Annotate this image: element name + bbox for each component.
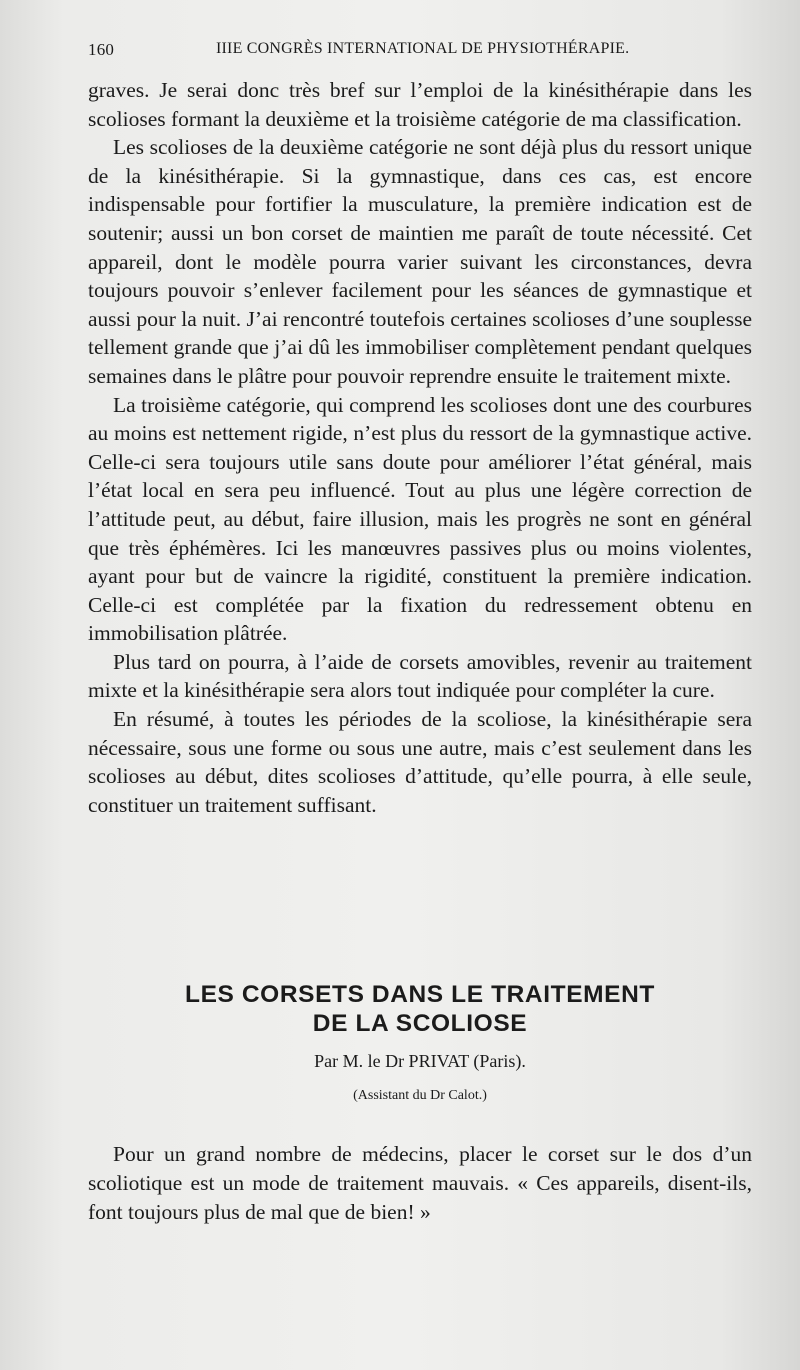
article-affiliation: (Assistant du Dr Calot.) bbox=[353, 1088, 487, 1103]
article-title bbox=[88, 980, 752, 1038]
body-paragraph-1: graves. Je serai donc très bref sur l’emploi de la kinésithérapie dans les scolioses formant la deuxième et la troisième catégorie de ma classification. bbox=[88, 78, 752, 131]
body-paragraph-5: En résumé, à toutes les périodes de la scoliose, la kinésithérapie sera nécessaire, sous une forme ou sous une autre, mais c’est seulement dans les scolioses au début, dites scolioses d’attitude, qu’elle pourra, à elle seule, constituer un traitement suffisant. bbox=[88, 707, 752, 817]
previous-article-body bbox=[88, 76, 752, 819]
running-head: IIIE CONGRÈS INTERNATIONAL DE PHYSIOTHÉRAPIE. bbox=[216, 40, 630, 57]
article-title-line-1: LES CORSETS DANS LE TRAITEMENT bbox=[185, 981, 655, 1008]
article-byline: Par M. le Dr PRIVAT (Paris). bbox=[314, 1051, 526, 1071]
new-article-body bbox=[88, 1140, 752, 1227]
body-paragraph-3: La troisième catégorie, qui comprend les scolioses dont une des courbures au moins est nettement rigide, n’est plus du ressort de la gymnastique active. Celle-ci sera toujours utile sans doute pour améliorer l’état général, mais l’état local en sera peu influencé. Tout au plus une légère correction de l’attitude peut, au début, faire illusion, mais les progrès ne sont en général que très éphémères. Ici les manœuvres passives plus ou moins violentes, ayant pour but de vaincre la rigidité, constituent la première indication. Celle-ci est complétée par la fixation du redressement obtenu en immobilisation plâtrée. bbox=[88, 392, 752, 646]
article-intro-paragraph: Pour un grand nombre de médecins, placer le corset sur le dos d’un scoliotique est un mode de traitement mauvais. « Ces appareils, disent-ils, font toujours plus de mal que de bien! » bbox=[88, 1142, 752, 1224]
page-header bbox=[88, 40, 748, 64]
page-number: 160 bbox=[88, 40, 115, 59]
body-paragraph-2: Les scolioses de la deuxième catégorie ne sont déjà plus du ressort unique de la kinésithérapie. Si la gymnastique, dans ces cas, est encore indispensable pour fortifier la musculature, la première indication est de soutenir; aussi un bon corset de maintien me paraît de toute nécessité. Cet appareil, dont le modèle pourra varier suivant les circonstances, devra toujours pouvoir s’enlever facilement pour les séances de gymnastique et aussi pour la nuit. J’ai rencontré toutefois certaines scolioses d’une souplesse tellement grande que j’ai dû les immobiliser complètement pendant quelques semaines dans le plâtre pour pouvoir reprendre ensuite le traitement mixte. bbox=[88, 135, 752, 388]
article-title-line-2: DE LA SCOLIOSE bbox=[312, 1010, 528, 1037]
body-paragraph-4: Plus tard on pourra, à l’aide de corsets amovibles, revenir au traitement mixte et la kinésithérapie sera alors tout indiquée pour compléter la cure. bbox=[88, 649, 752, 703]
